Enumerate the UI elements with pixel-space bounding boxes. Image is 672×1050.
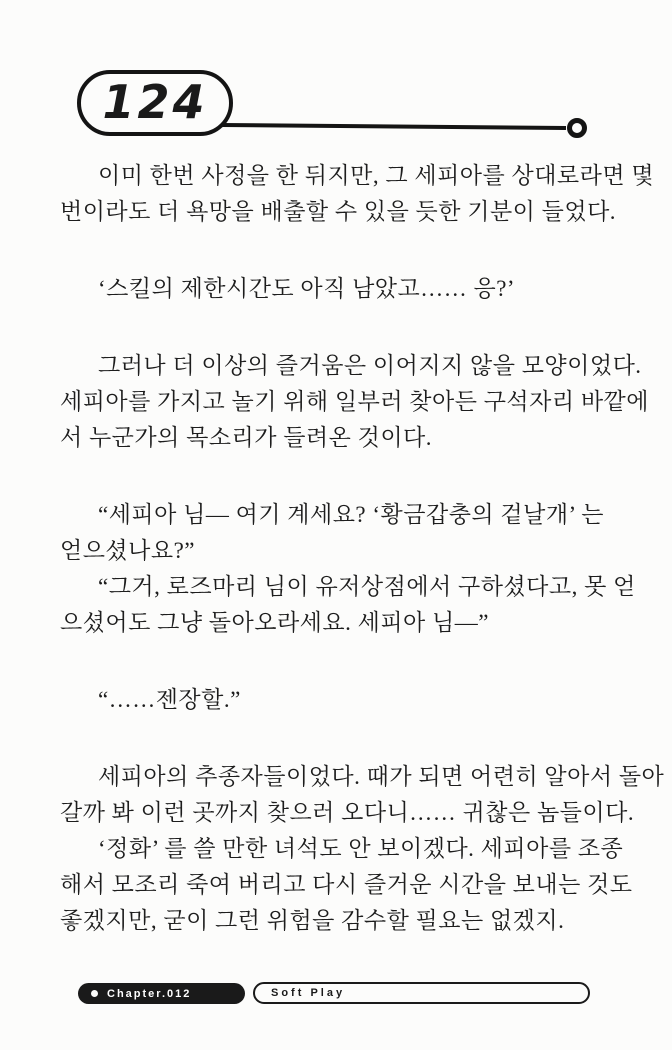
text-line: 얻으셨나요?” xyxy=(60,538,196,563)
chapter-label: Chapter.012 xyxy=(107,987,192,1000)
text-line: ‘스킬의 제한시간도 아직 남았고…… 응?’ xyxy=(98,276,516,301)
text-line: 번이라도 더 욕망을 배출할 수 있을 듯한 기분이 들었다. xyxy=(60,199,617,224)
page-footer xyxy=(0,980,672,1010)
header-rule-line xyxy=(222,125,566,128)
paragraph xyxy=(60,497,616,569)
header-rule-end-ring-icon xyxy=(570,121,585,136)
text-line: “그거, 로즈마리 님이 유저상점에서 구하셨다고, 못 얻 xyxy=(98,574,636,599)
book-title-label: Soft Play xyxy=(271,987,346,999)
book-title-badge xyxy=(253,982,590,1004)
paragraph xyxy=(60,831,633,939)
paragraph xyxy=(60,158,655,230)
paragraph xyxy=(60,569,636,641)
text-line: 갈까 봐 이런 곳까지 찾으러 오다니…… 귀찮은 놈들이다. xyxy=(60,800,635,825)
chapter-badge xyxy=(78,983,245,1004)
paragraph xyxy=(60,682,616,718)
bullet-dot-icon xyxy=(91,990,98,997)
page-number: 124 xyxy=(102,75,208,129)
text-line: 좋겠지만, 굳이 그런 위험을 감수할 필요는 없겠지. xyxy=(60,908,565,933)
text-line: 이미 한번 사정을 한 뒤지만, 그 세피아를 상대로라면 몇 xyxy=(98,163,655,188)
page-number-badge xyxy=(77,70,233,136)
text-line: 세피아를 가지고 놀기 위해 일부러 찾아든 구석자리 바깥에 xyxy=(60,389,649,414)
body-text xyxy=(60,158,665,939)
text-line: 해서 모조리 죽여 버리고 다시 즐거운 시간을 보내는 것도 xyxy=(60,872,633,897)
text-line: 서 누군가의 목소리가 들려온 것이다. xyxy=(60,425,433,450)
paragraph xyxy=(60,759,665,831)
text-line: 그러나 더 이상의 즐거움은 이어지지 않을 모양이었다. xyxy=(98,353,642,378)
text-line: 으셨어도 그냥 돌아오라세요. 세피아 님―” xyxy=(60,610,489,635)
text-line: ‘정화’ 를 쓸 만한 녀석도 안 보이겠다. 세피아를 조종 xyxy=(98,836,624,861)
paragraph xyxy=(60,348,649,456)
text-line: 세피아의 추종자들이었다. 때가 되면 어련히 알아서 돌아 xyxy=(98,764,665,789)
paragraph xyxy=(60,271,616,307)
text-line: “……젠장할.” xyxy=(98,687,241,712)
text-line: “세피아 님― 여기 계세요? ‘황금갑충의 겉날개’ 는 xyxy=(98,502,604,527)
